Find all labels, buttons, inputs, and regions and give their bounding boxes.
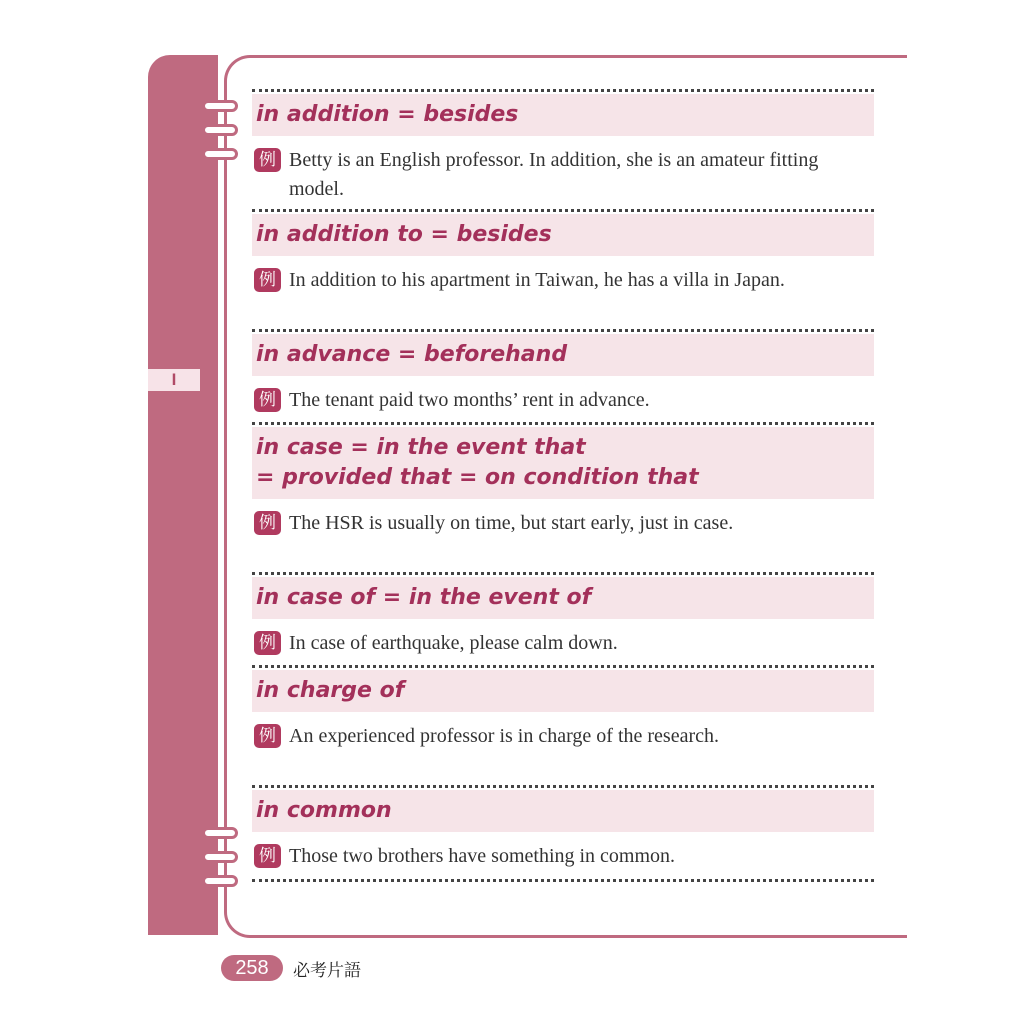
example-badge-icon: 例 bbox=[254, 268, 281, 292]
example-text: The HSR is usually on time, but start early, just in case. bbox=[289, 512, 734, 534]
example-sentence bbox=[254, 146, 854, 204]
sidebar-band bbox=[148, 55, 218, 935]
phrase-heading-line: = provided that = on condition that bbox=[256, 465, 699, 490]
phrase-heading-line: in common bbox=[256, 798, 392, 823]
phrase-heading bbox=[252, 214, 874, 256]
example-sentence bbox=[254, 509, 854, 538]
page-footer bbox=[221, 955, 361, 981]
book-title: 必考片語 bbox=[293, 960, 361, 981]
dotted-divider bbox=[252, 422, 874, 425]
dotted-divider bbox=[252, 572, 874, 575]
page-number: 258 bbox=[221, 955, 283, 981]
phrase-heading-line: in advance = beforehand bbox=[256, 342, 568, 367]
example-sentence bbox=[254, 842, 854, 871]
phrase-heading bbox=[252, 427, 874, 499]
example-text: In case of earthquake, please calm down. bbox=[289, 632, 618, 654]
dotted-divider bbox=[252, 89, 874, 92]
example-badge-icon: 例 bbox=[254, 511, 281, 535]
example-badge-icon: 例 bbox=[254, 388, 281, 412]
phrase-heading bbox=[252, 94, 874, 136]
binder-ring-icon bbox=[202, 851, 238, 863]
example-sentence bbox=[254, 266, 854, 295]
example-sentence bbox=[254, 629, 854, 658]
binder-ring-icon bbox=[202, 148, 238, 160]
example-sentence bbox=[254, 386, 854, 415]
binder-ring-icon bbox=[202, 100, 238, 112]
example-badge-icon: 例 bbox=[254, 631, 281, 655]
phrase-heading-line: in addition = besides bbox=[256, 102, 519, 127]
phrase-heading-line: in addition to = besides bbox=[256, 222, 552, 247]
example-badge-icon: 例 bbox=[254, 148, 281, 172]
example-text: An experienced professor is in charge of the research. bbox=[289, 725, 719, 747]
phrase-heading bbox=[252, 577, 874, 619]
phrase-heading-line: in case = in the event that bbox=[256, 435, 586, 460]
dotted-divider bbox=[252, 209, 874, 212]
phrase-heading-line: in case of = in the event of bbox=[256, 585, 592, 610]
example-sentence bbox=[254, 722, 854, 751]
section-tab: I bbox=[148, 369, 200, 391]
binder-ring-icon bbox=[202, 124, 238, 136]
binder-ring-icon bbox=[202, 875, 238, 887]
phrase-heading-line: in charge of bbox=[256, 678, 405, 703]
example-text: Those two brothers have something in common. bbox=[289, 845, 676, 867]
dotted-divider bbox=[252, 329, 874, 332]
phrase-heading bbox=[252, 334, 874, 376]
example-text: The tenant paid two months’ rent in advance. bbox=[289, 389, 650, 411]
phrase-heading bbox=[252, 790, 874, 832]
example-badge-icon: 例 bbox=[254, 724, 281, 748]
example-text: In addition to his apartment in Taiwan, he has a villa in Japan. bbox=[289, 269, 785, 291]
dotted-divider bbox=[252, 879, 874, 882]
dotted-divider bbox=[252, 665, 874, 668]
phrase-heading bbox=[252, 670, 874, 712]
example-text: Betty is an English professor. In addition, she is an amateur fitting model. bbox=[289, 149, 819, 200]
dotted-divider bbox=[252, 785, 874, 788]
example-badge-icon: 例 bbox=[254, 844, 281, 868]
binder-ring-icon bbox=[202, 827, 238, 839]
